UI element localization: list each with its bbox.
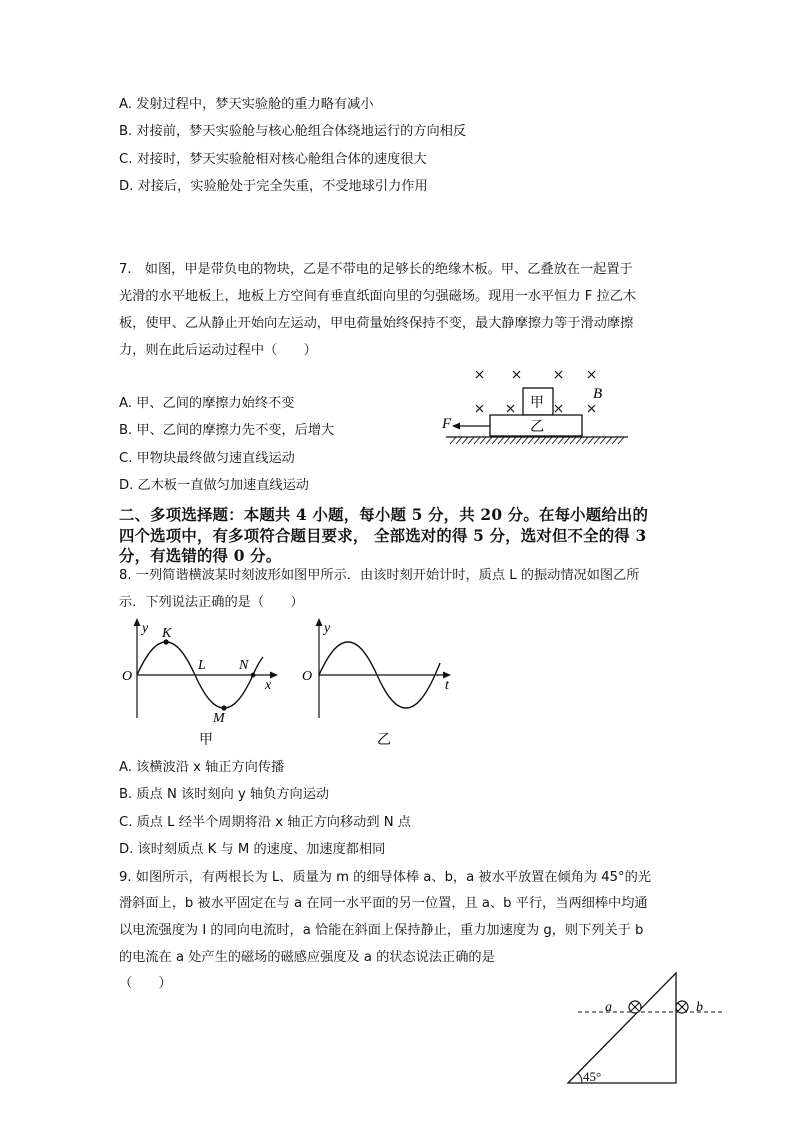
- q7-stem-line-4: 力，则在此后运动过程中（ ）: [119, 343, 317, 358]
- q8-option-c: C. 质点 L 经半个周期将沿 x 轴正方向移动到 N 点: [119, 815, 411, 830]
- angle-label: 45°: [583, 1069, 602, 1084]
- angle-arc: [578, 1073, 582, 1083]
- q7-stem-line-2: 光滑的水平地板上，地板上方空间有垂直纸面向里的匀强磁场。现用一水平恒力 F 拉乙木: [119, 289, 637, 304]
- q7-option-a: A. 甲、乙间的摩擦力始终不变: [119, 396, 295, 411]
- origin-label: O: [122, 669, 133, 684]
- q6-option-b: B. 对接前，梦天实验舱与核心舱组合体绕地运行的方向相反: [119, 124, 467, 139]
- q9-stem-line-4: 的电流在 a 处产生的磁场的磁感应强度及 a 的状态说法正确的是: [119, 950, 495, 965]
- q7-stem-line-1: 7. 如图，甲是带负电的物块，乙是不带电的足够长的绝缘木板。甲、乙叠放在一起置于: [119, 262, 633, 277]
- rod-b-label: b: [696, 1000, 703, 1015]
- q8-stem-line-2: 示．下列说法正确的是（ ）: [119, 595, 304, 610]
- board-yi-label: 乙: [530, 420, 544, 435]
- q9-stem-line-1: 9. 如图所示，有两根长为 L、质量为 m 的细导体棒 a、b，a 被水平放置在倾角为 45°的光: [119, 870, 652, 885]
- incline-triangle: [568, 973, 676, 1083]
- q8-option-b: B. 质点 N 该时刻向 y 轴负方向运动: [119, 787, 330, 802]
- section2-line-2: 四个选项中，有多项符合题目要求， 全部选对的得 5 分，选对但不全的得 3: [119, 527, 647, 545]
- q7-option-d: D. 乙木板一直做匀加速直线运动: [119, 478, 309, 493]
- ground-hatching: [450, 437, 624, 444]
- q7-figure: [430, 362, 680, 450]
- q9-stem-line-3: 以电流强度为 I 的同向电流时，a 恰能在斜面上保持静止，重力加速度为 g，则下列关于 b: [119, 923, 644, 938]
- point-m-label: M: [213, 711, 225, 726]
- figure-caption-yi: 乙: [377, 733, 391, 748]
- rod-a-label: a: [605, 1000, 612, 1015]
- q9-stem-line-5: （ ）: [119, 976, 172, 991]
- q6-option-a: A. 发射过程中，梦天实验舱的重力略有减小: [119, 97, 374, 112]
- figure-caption-jia: 甲: [199, 733, 213, 748]
- point-m: [221, 705, 226, 710]
- point-l-label: L: [198, 658, 206, 673]
- q8-wave-figure-jia: [118, 615, 288, 750]
- q7-option-b: B. 甲、乙间的摩擦力先不变，后增大: [119, 423, 335, 438]
- axis-label-y: y: [142, 621, 149, 636]
- q7-option-c: C. 甲物块最终做匀速直线运动: [119, 451, 295, 466]
- point-n-label: N: [239, 658, 249, 673]
- field-label-b: B: [593, 386, 603, 402]
- force-arrow-head: [452, 423, 460, 430]
- q9-stem-line-2: 滑斜面上，b 被水平固定在与 a 在同一水平面的另一位置，且 a、b 平行，当两细棒中均通: [119, 896, 648, 911]
- axis-label-t: t: [445, 678, 449, 693]
- section2-line-1: 二、多项选择题：本题共 4 小题，每小题 5 分，共 20 分。在每小题给出的: [119, 506, 649, 524]
- section2-line-3: 分，有选错的得 0 分。: [119, 547, 282, 565]
- q6-option-d: D. 对接后，实验舱处于完全失重，不受地球引力作用: [119, 179, 428, 194]
- q7-stem-line-3: 板，使甲、乙从静止开始向左运动，甲电荷量始终保持不变，最大静摩擦力等于滑动摩擦: [119, 316, 634, 331]
- point-k-label: K: [162, 626, 172, 641]
- q9-incline-figure: [560, 965, 730, 1087]
- axis-label-x: x: [265, 678, 272, 693]
- axis-label-y: y: [324, 621, 331, 636]
- q8-vibration-figure-yi: [298, 615, 468, 750]
- origin-label: O: [302, 669, 313, 684]
- block-jia-label: 甲: [530, 396, 544, 411]
- force-label-f: F: [442, 416, 452, 432]
- q6-option-c: C. 对接时，梦天实验舱相对核心舱组合体的速度很大: [119, 152, 427, 167]
- point-n: [251, 673, 256, 678]
- q8-option-a: A. 该横波沿 x 轴正方向传播: [119, 760, 285, 775]
- q8-option-d: D. 该时刻质点 K 与 M 的速度、加速度都相同: [119, 842, 386, 857]
- q8-stem-line-1: 8. 一列简谐横波某时刻波形如图甲所示．由该时刻开始计时，质点 L 的振动情况如图乙所: [119, 568, 640, 583]
